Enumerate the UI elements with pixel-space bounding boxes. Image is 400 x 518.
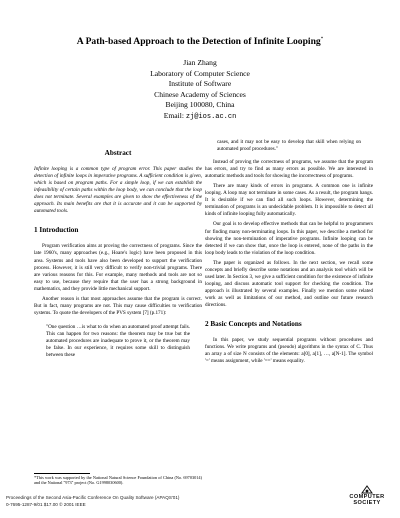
footer-proceedings: Proceedings of the Second Asia-Pacific Conference On Quality Software (APAQS'01) — [6, 495, 180, 500]
author-email-line — [0, 111, 400, 123]
footer-isbn: 0-7695-1287-9/01 $17.00 © 2001 IEEE — [6, 501, 86, 507]
author-email: zj@ios.ac.cn — [185, 112, 237, 121]
intro-paragraph-5: Our goal is to develop effective methods that can be helpful to programmers for finding many non-terminating loops. In this paper, we describe a method for showing the non-termination of imperative programs. Infinite looping can be detected if we can show that, once the loop is entered, none of the paths in the loop body leads to the violation of the loop condition. — [205, 221, 373, 256]
title-footnote-mark: * — [320, 36, 324, 42]
author-institute: Institute of Software — [168, 79, 232, 89]
footnote-rule — [34, 473, 90, 474]
intro-paragraph-2: Another reason is that most approaches assume that the program is correct. But in fact, many programs are not. This may cause difficulties to verification systems. To quote the developers of the PVS system [7] (p.171): — [34, 295, 202, 316]
paper-title — [0, 36, 400, 47]
author-city: Beijing 100080, China — [165, 100, 235, 110]
paper-title-text: A Path-based Approach to the Detection of Infinite Looping — [76, 36, 321, 47]
intro-paragraph-1: Program verification aims at proving the correctness of programs. Since the late 1960's, many approaches (e.g., Hoare's logic) have been proposed in this area. Systems and tools have also been developed to support the verification process. However, it is still very difficult to verify non-trivial programs. There are various reasons for this. For example, many methods and tools are not so easy to use, because they require that the user has a strong background in mathematics, and they provide little mechanical support. — [34, 243, 202, 292]
society-emblem-icon — [361, 485, 373, 495]
intro-paragraph-3: Instead of proving the correctness of programs, we assume that the program has errors, and try to find as many errors as possible. We are interested in automatic methods and tools for showing the incorrectness of programs. — [205, 159, 373, 180]
intro-paragraph-6: The paper is organized as follows. In the next section, we recall some concepts and briefly describe some notations and an analysis tool which will be used later. In Section 3, we give a sufficient condition for the existence of infinite looping, and discuss automatic tool support for checking the condition. The approach is illustrated by several examples. Finally we mention some related work as well as limitations of our method, and outline our future research directions. — [205, 259, 373, 308]
section2-paragraph-1: In this paper, we study sequential programs without procedures and functions. We write programs and (pseudo) algorithms in the syntax of C. Thus an array a of size N consists of the elements: a[0], a[1], …, a[N-1]. The symbol '=' means assignment, while '==' means equality. — [205, 337, 373, 365]
author-block — [0, 58, 400, 123]
pvs-quote: "One question …is what to do when an automated proof attempt fails. This can happen for two reasons: the theorem may be true but the automated procedures are inadequate to prove it, or the theorem may be false. In our experience, it requires some skill to distinguish between these — [46, 323, 191, 359]
abstract-text: Infinite looping is a common type of program error. This paper studies the detection of infinite loops in imperative programs. A sufficient condition is given, which is based on program paths. For a simple loop, if we can establish the infeasibility of certain paths within the loop body, we can conclude that the loop does not terminate. Several examples are given to show the effectiveness of the approach. Its main benefits are that it is accurate and it can be supported by automated tools. — [34, 166, 202, 215]
left-column — [34, 150, 202, 359]
author-lab: Laboratory of Computer Science — [150, 68, 250, 78]
author-name: Jian Zhang — [183, 58, 217, 67]
logo-line-1: COMPUTER — [349, 494, 385, 500]
email-label: Email: — [163, 110, 184, 120]
logo-line-2: SOCIETY — [353, 500, 381, 506]
intro-paragraph-4: There are many kinds of errors in programs. A common one is infinite looping. A loop may not terminate in some cases. As a result, the program hangs. It is desirable if we can find all such loops. However, determining the termination of programs is an undecidable problem. It is impossible to detect all kinds of infinite looping fully automatically. — [205, 183, 373, 218]
section2-heading: 2 Basic Concepts and Notations — [205, 320, 302, 329]
abstract-heading: Abstract — [104, 149, 132, 157]
intro-heading: 1 Introduction — [34, 226, 79, 235]
right-column — [205, 139, 373, 365]
author-academy: Chinese Academy of Sciences — [154, 89, 246, 99]
pvs-quote-continued: cases, and it may not be easy to develop that skill when relying on automated proof procedures." — [217, 139, 361, 153]
proceedings-footer — [6, 495, 179, 508]
computer-society-logo — [344, 485, 390, 513]
funding-footnote: *This work was supported by the National Natural Science Foundation of China (No. 69703014) and the National "973" project (No. G1998030600). — [34, 475, 202, 486]
